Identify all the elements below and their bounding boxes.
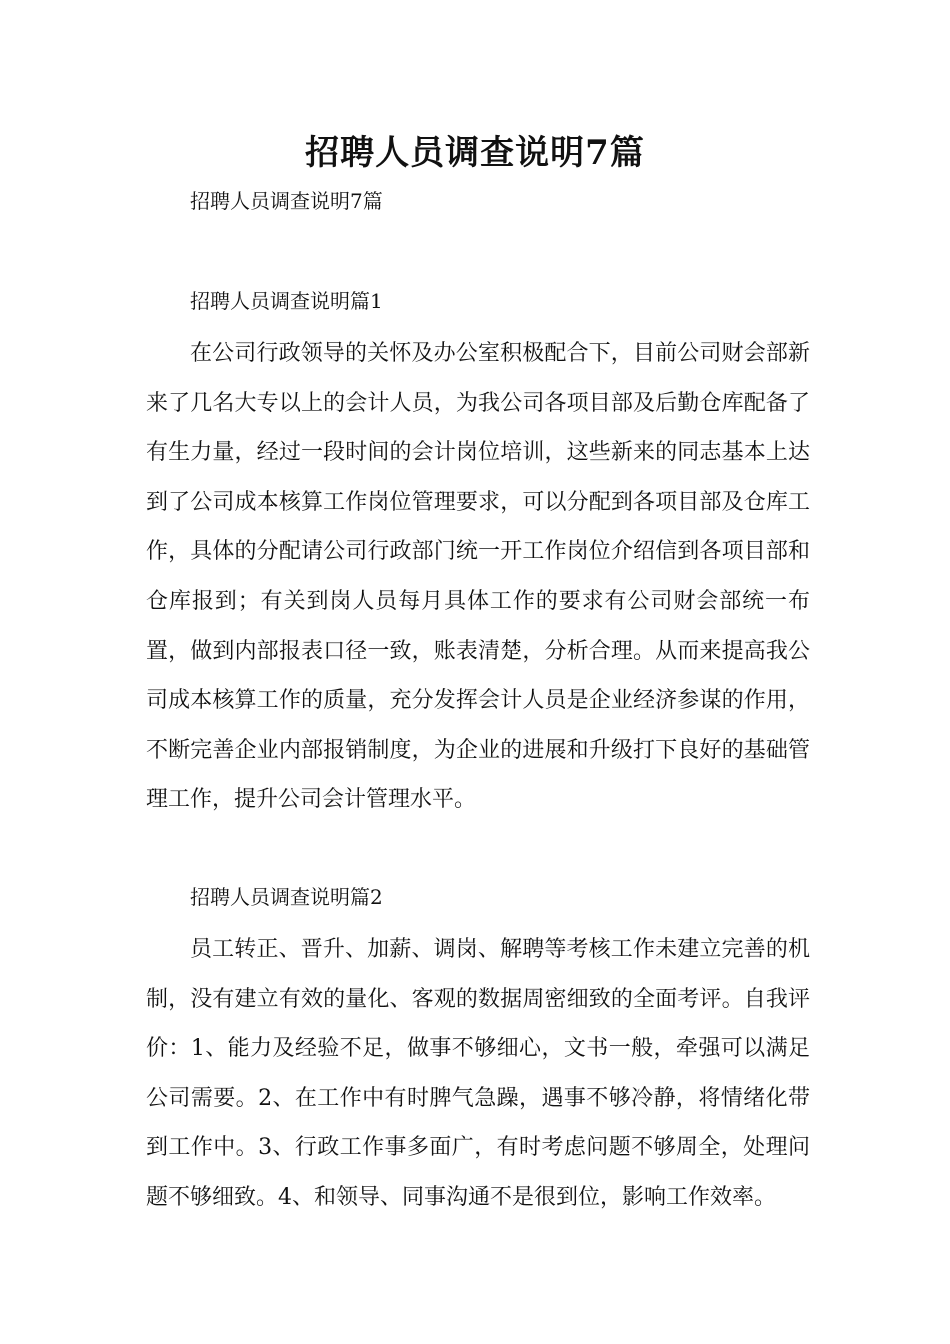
section-heading: 招聘人员调查说明篇1 — [190, 289, 383, 313]
section-heading: 招聘人员调查说明篇2 — [190, 885, 383, 909]
section-1 — [146, 286, 810, 825]
section-2 — [146, 882, 810, 1223]
page-subtitle: 招聘人员调查说明7篇 — [190, 189, 383, 213]
section-body: 员工转正、晋升、加薪、调岗、解聘等考核工作未建立完善的机制，没有建立有效的量化、客观的数据周密细致的全面考评。自我评价：1、能力及经验不足，做事不够细心，文书一般，牵强可以满足公司需要。2、在工作中有时脾气急躁，遇事不够冷静，将情绪化带到工作中。3、行政工作事多面广，有时考虑问题不够周全，处理问题不够细致。4、和领导、同事沟通不是很到位，影响工作效率。 — [146, 937, 810, 1210]
section-body: 在公司行政领导的关怀及办公室积极配合下，目前公司财会部新来了几名大专以上的会计人员，为我公司各项目部及后勤仓库配备了有生力量，经过一段时间的会计岗位培训，这些新来的同志基本上达到了公司成本核算工作岗位管理要求，可以分配到各项目部及仓库工作，具体的分配请公司行政部门统一开工作岗位介绍信到各项目部和仓库报到；有关到岗人员每月具体工作的要求有公司财会部统一布置，做到内部报表口径一致，账表清楚，分析合理。从而来提高我公司成本核算工作的质量，充分发挥会计人员是企业经济参谋的作用，不断完善企业内部报销制度，为企业的进展和升级打下良好的基础管理工作，提升公司会计管理水平。 — [146, 341, 810, 813]
page-title: 招聘人员调查说明7篇 — [305, 133, 645, 173]
